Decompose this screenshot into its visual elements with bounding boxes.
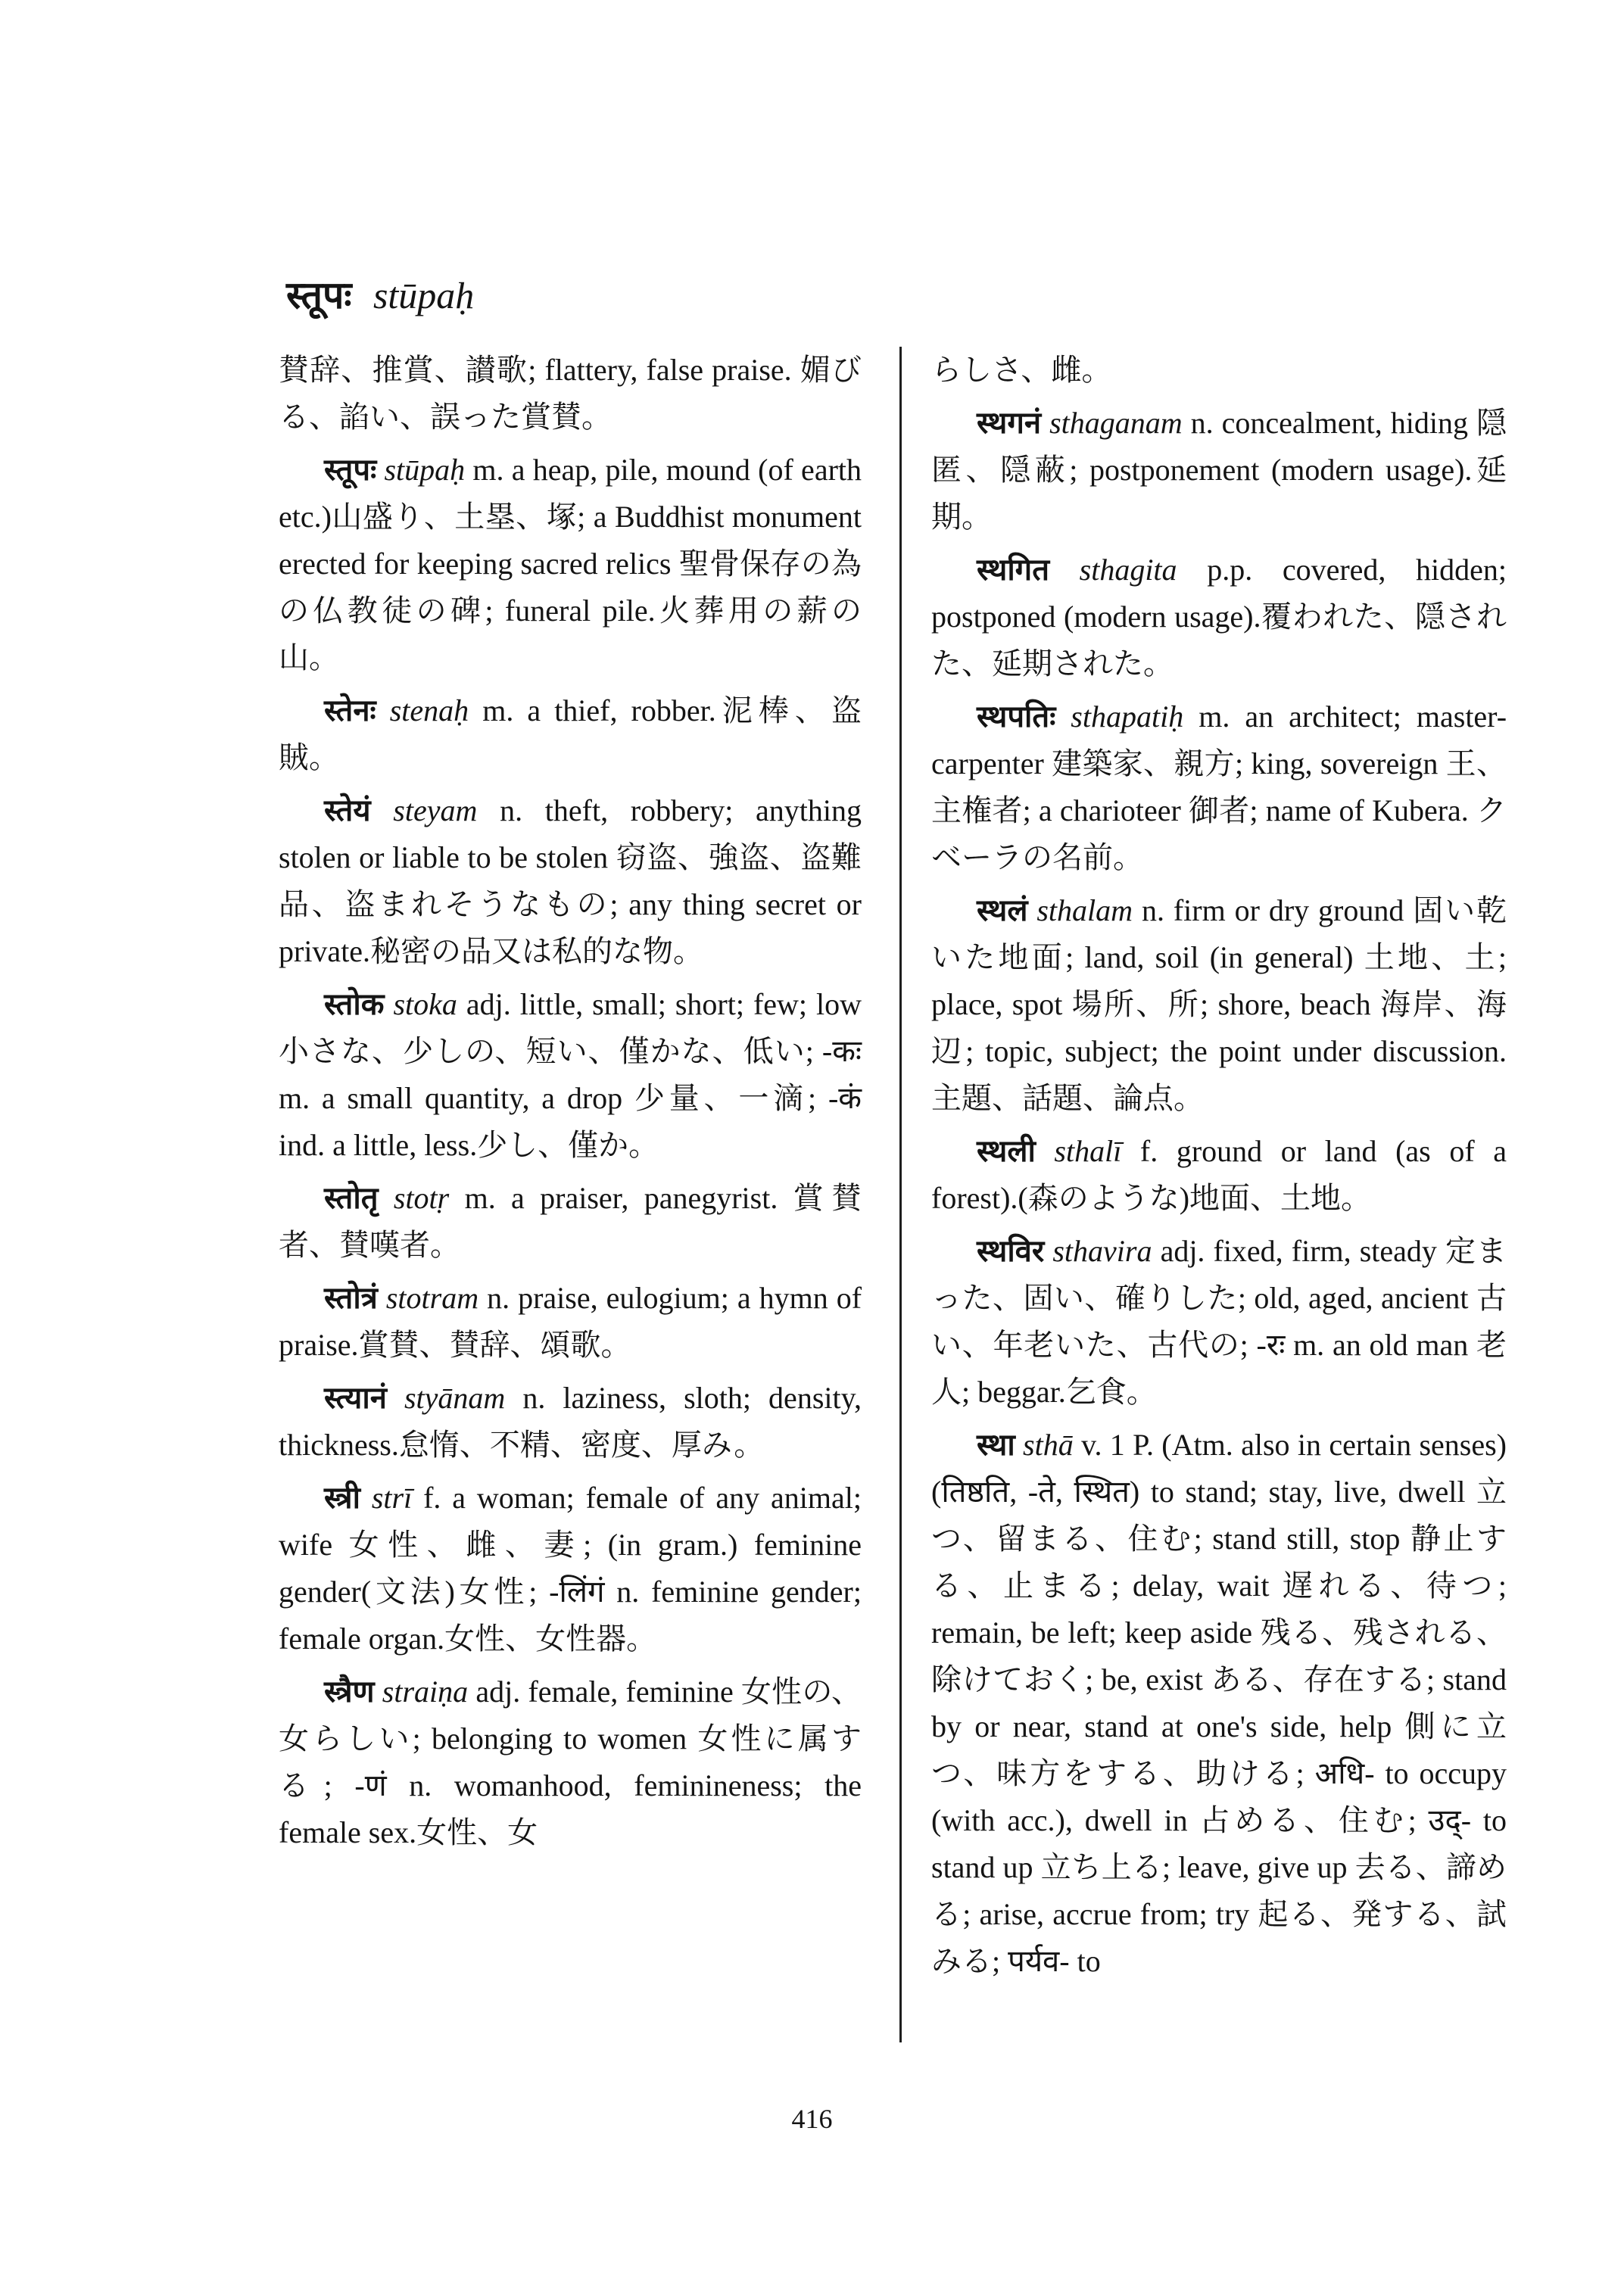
headword-devanagari: स्त्री — [324, 1481, 360, 1515]
left-column — [279, 347, 862, 1862]
headword-transliteration: sthavira — [1052, 1234, 1152, 1268]
headword-devanagari: स्तेनः — [324, 693, 376, 727]
headword-transliteration: stūpaḥ — [384, 453, 466, 487]
entry-definition: f. ground or land (as of a forest).(森のような)地面、土地。 — [931, 1134, 1507, 1215]
entry-definition: p.p. covered, hidden; postponed (modern usage).覆われた、隠された、延期された。 — [931, 553, 1507, 681]
headword-transliteration: stenaḥ — [389, 693, 469, 727]
headword-devanagari: स्तूपः — [324, 453, 377, 487]
entry-definition: n. laziness, sloth; density, thickness.怠惰、不精、密度、厚み。 — [279, 1381, 862, 1462]
dictionary-entry — [931, 693, 1507, 881]
dictionary-entry — [279, 787, 862, 975]
entry-definition: adj. fixed, firm, steady 定まった、固い、確りした; old, aged, ancient 古い、年老いた、古代の; -रः m. an old man 老人; beggar.乞食。 — [931, 1234, 1507, 1409]
headword-devanagari: स्थलं — [977, 893, 1028, 927]
entry-definition: v. 1 P. (Atm. also in certain senses) (तिष्ठति, -ते, स्थित) to stand; stay, live, dwell 立つ、留まる、住む; stand still, stop 静止する、止まる; delay, wait 遅れる、待つ; remain, be left; keep aside 残る、残される、除けておく; be, exist ある、存在する; stand by or near, stand at one's side, help 側に立つ、味方をする、助ける; अधि- to occupy (with acc.), dwell in 占める、住む; उद्- to stand up 立ち上る; leave, give up 去る、諦める; arise, accrue from; try 起る、発する、試みる; पर्यव- to — [931, 1428, 1507, 1978]
entry-continuation — [931, 347, 1507, 394]
headword-transliteration: sthapatiḥ — [1071, 699, 1184, 734]
dictionary-entry — [931, 547, 1507, 687]
headword-devanagari: स्थविर — [977, 1234, 1045, 1268]
headword-transliteration: sthaganam — [1049, 406, 1183, 440]
entry-definition: adj. female, feminine 女性の、女らしい; belonging to women 女性に属する; -णं n. womanhood, feminineness; the female sex.女性、女 — [279, 1675, 862, 1849]
dictionary-entry — [931, 1128, 1507, 1222]
headword-transliteration: sthagita — [1079, 553, 1177, 587]
entry-definition: n. concealment, hiding 隠匿、隠蔽; postponement (modern usage).延期。 — [931, 406, 1507, 534]
dictionary-entry — [279, 1668, 862, 1856]
entry-continuation — [279, 347, 862, 441]
headword-devanagari: स्थली — [977, 1134, 1036, 1168]
column-divider — [899, 347, 902, 2042]
entry-definition: f. a woman; female of any animal; wife 女性、雌、妻; (in gram.) feminine gender(文法)女性; -लिंगं n. feminine gender; female organ.女性、女性器。 — [279, 1481, 862, 1656]
entry-definition: n. theft, robbery; anything stolen or liable to be stolen 窃盗、強盗、盗難品、盗まれそうなもの; any thing secret or private.秘密の品又は私的な物。 — [279, 793, 862, 968]
headword-devanagari: स्तोक — [324, 987, 385, 1021]
dictionary-entry — [279, 1275, 862, 1369]
headword-transliteration: sthā — [1023, 1428, 1074, 1462]
dictionary-entry — [279, 1375, 862, 1469]
headword-transliteration: stoka — [393, 987, 457, 1021]
entry-definition: 賛辞、推賞、讃歌; flattery, false praise. 媚びる、諂い、誤った賞賛。 — [279, 353, 862, 434]
right-column — [931, 347, 1507, 1991]
headword-transliteration: sthalī — [1054, 1134, 1122, 1168]
entry-definition: n. praise, eulogium; a hymn of praise.賞賛、賛辞、頌歌。 — [279, 1281, 862, 1362]
dictionary-entry — [279, 687, 862, 781]
headword-devanagari: स्तेयं — [324, 793, 371, 827]
headword-transliteration: steyam — [393, 793, 478, 827]
dictionary-entry — [279, 1175, 862, 1269]
headword-devanagari: स्तोत्रं — [324, 1281, 378, 1315]
dictionary-entry — [931, 887, 1507, 1122]
header-roman: stūpaḥ — [372, 274, 475, 316]
entry-definition: m. a heap, pile, mound (of earth etc.)山盛り、土塁、塚; a Buddhist monument erected for keeping sacred relics 聖骨保存の為の仏教徒の碑; funeral pile.火葬用の薪の山。 — [279, 453, 862, 675]
headword-transliteration: sthalam — [1036, 893, 1133, 927]
dictionary-entry — [931, 400, 1507, 541]
dictionary-entry — [279, 1475, 862, 1662]
entry-definition: m. an architect; master-carpenter 建築家、親方; king, sovereign 王、主権者; a charioteer 御者; name of Kubera. クベーラの名前。 — [931, 699, 1507, 874]
headword-devanagari: स्थपतिः — [977, 699, 1056, 734]
headword-devanagari: स्त्यानं — [324, 1381, 387, 1415]
page-number: 416 — [791, 2104, 833, 2134]
headword-devanagari: स्थगित — [977, 553, 1049, 587]
headword-transliteration: strī — [371, 1481, 413, 1515]
dictionary-entry — [279, 981, 862, 1169]
headword-devanagari: स्थगनं — [977, 406, 1042, 440]
headword-devanagari: स्त्रैण — [324, 1675, 375, 1709]
dictionary-entry — [279, 447, 862, 681]
headword-devanagari: स्तोतृ — [324, 1181, 379, 1215]
entry-definition: adj. little, small; short; few; low 小さな、少しの、短い、僅かな、低い; -कः m. a small quantity, a drop 少量、一滴; -कं ind. a little, less.少し、僅か。 — [279, 987, 862, 1162]
entry-definition: らしさ、雌。 — [931, 353, 1112, 387]
page-header — [286, 273, 474, 318]
entry-definition: n. firm or dry ground 固い乾いた地面; land, soil (in general) 土地、土; place, spot 場所、所; shore, beach 海岸、海辺; topic, subject; the point under discussion.主題、話題、論点。 — [931, 893, 1507, 1115]
headword-transliteration: styānam — [404, 1381, 506, 1415]
entry-definition: m. a thief, robber.泥棒、盗賊。 — [279, 693, 862, 774]
headword-transliteration: straiṇa — [382, 1675, 469, 1709]
headword-transliteration: stotṛ — [393, 1181, 450, 1215]
headword-devanagari: स्था — [977, 1428, 1015, 1462]
dictionary-entry — [931, 1228, 1507, 1416]
entry-definition: m. a praiser, panegyrist. 賞賛者、賛嘆者。 — [279, 1181, 862, 1262]
header-devanagari: स्तूपः — [286, 274, 352, 316]
dictionary-entry — [931, 1422, 1507, 1985]
headword-transliteration: stotram — [385, 1281, 479, 1315]
